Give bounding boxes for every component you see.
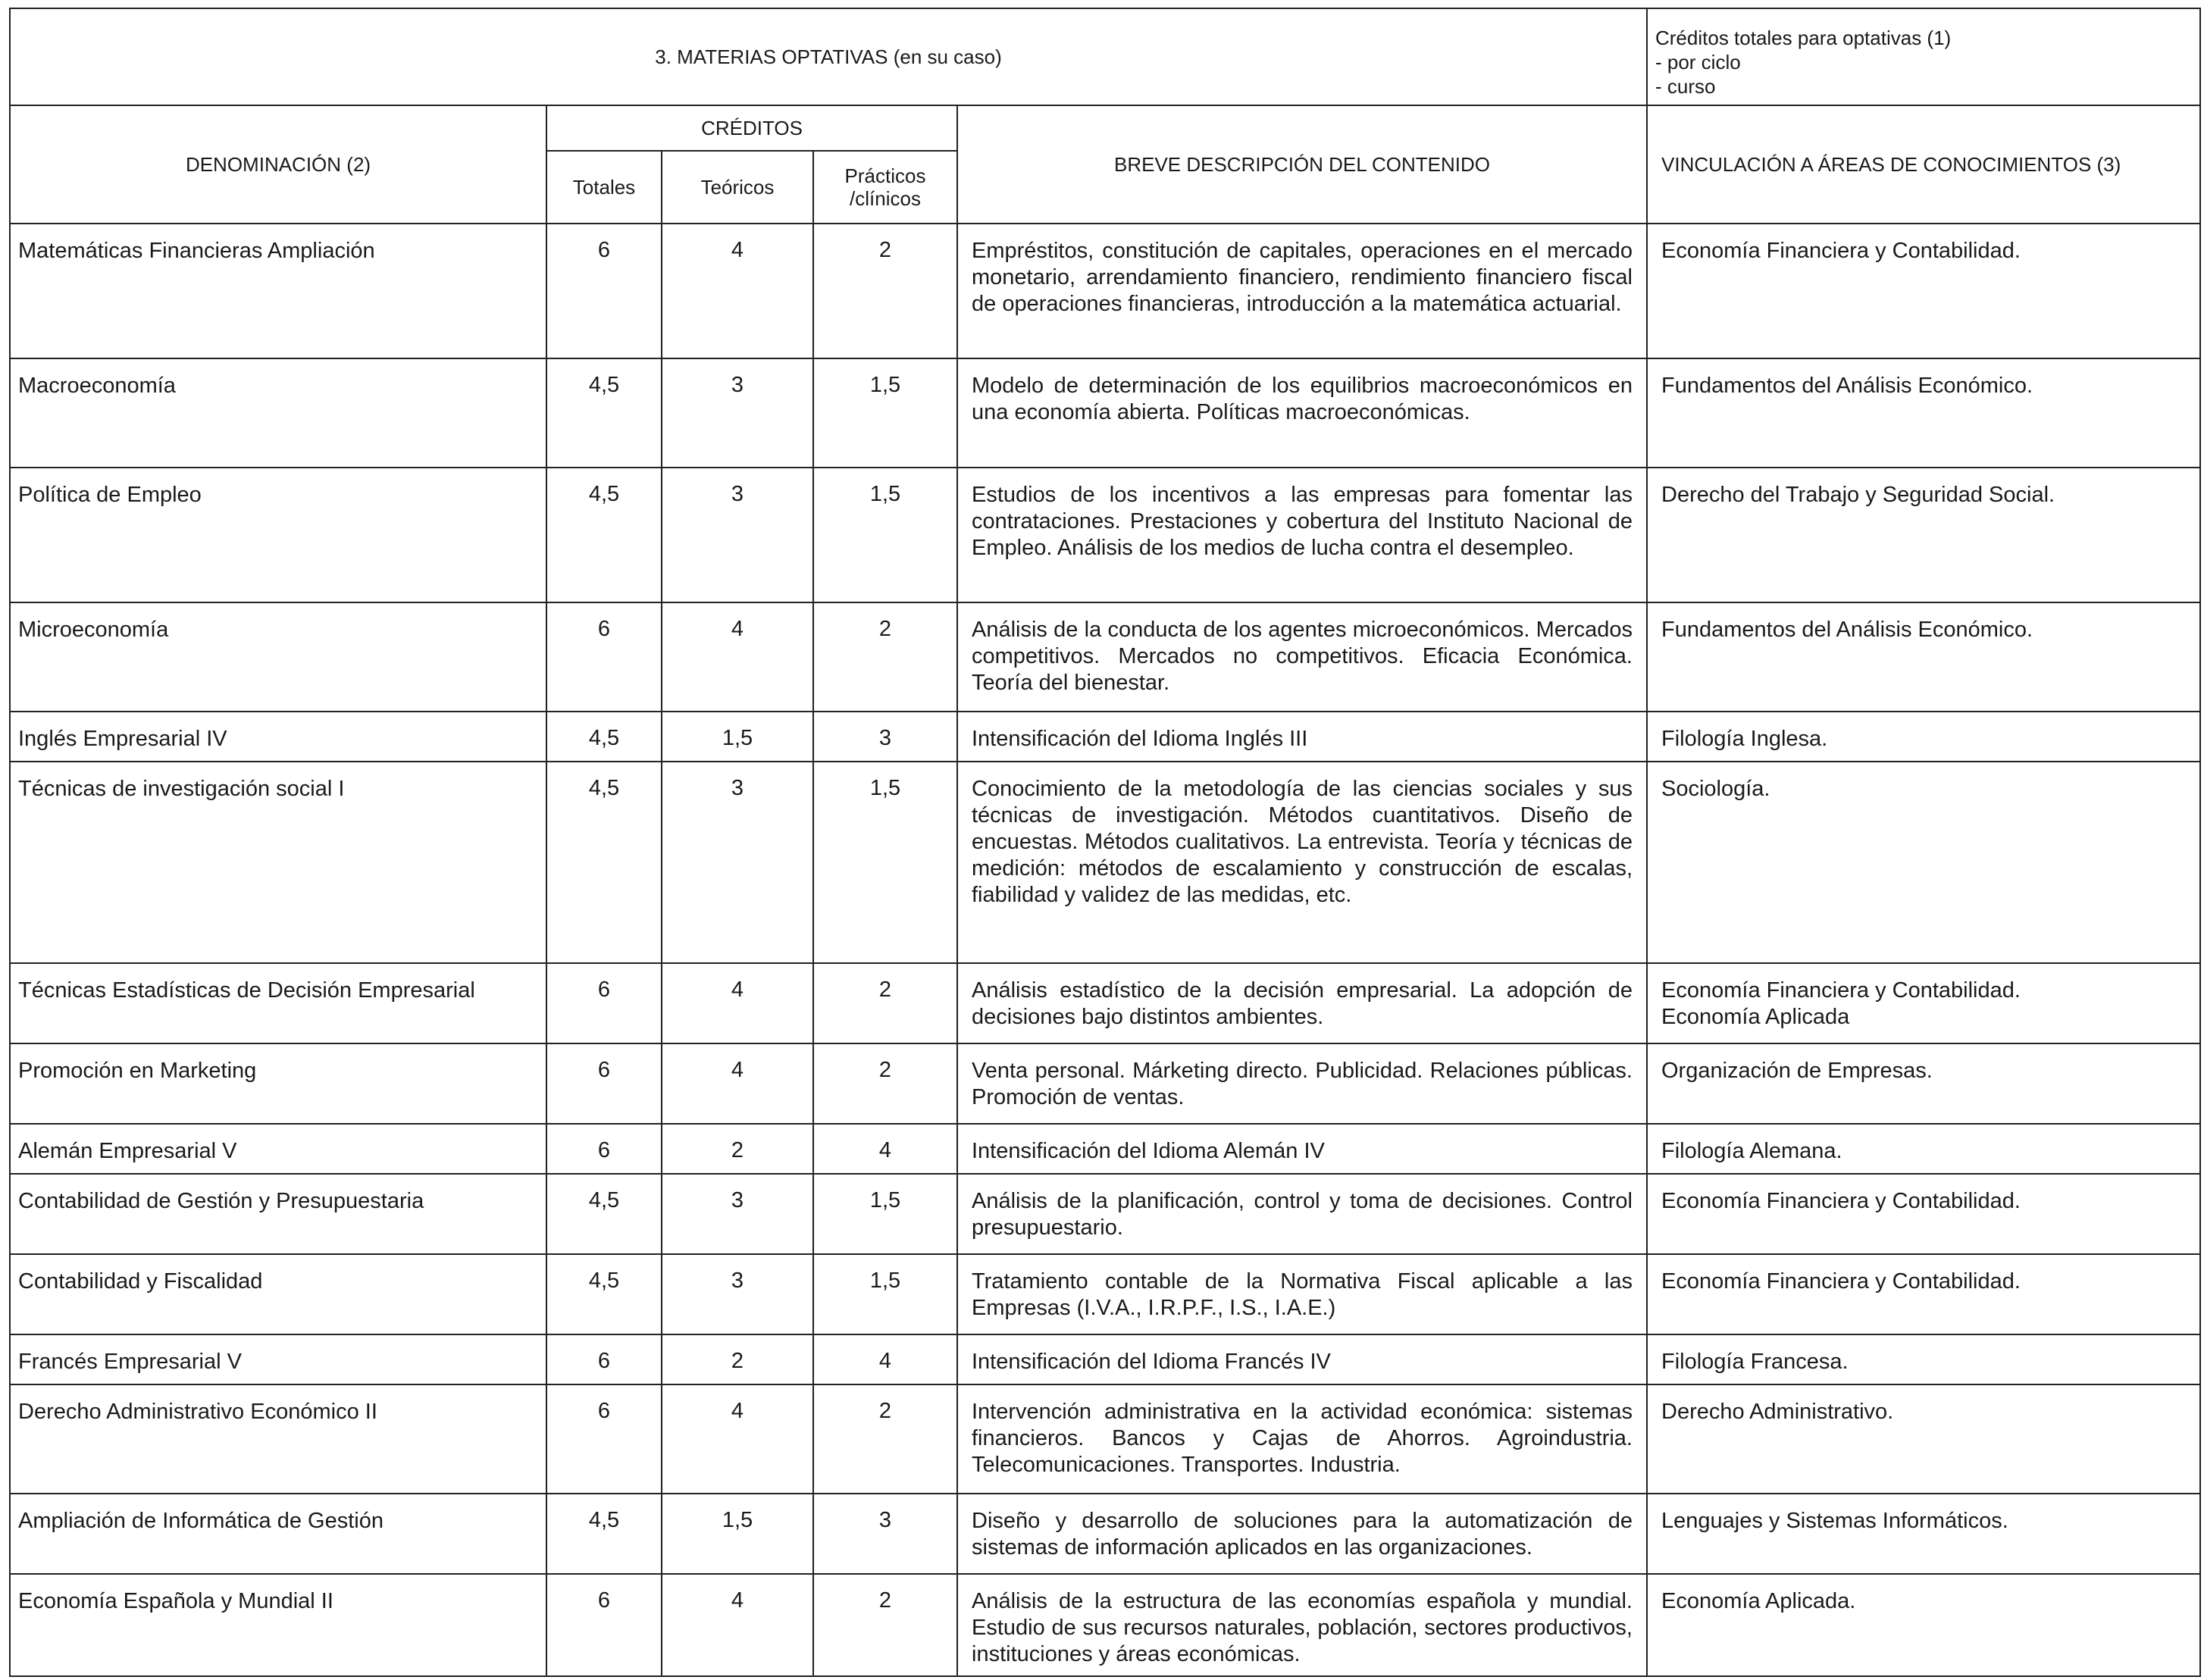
- knowledge-area: Filología Alemana.: [1647, 1124, 2200, 1174]
- knowledge-area: Sociología.: [1647, 762, 2200, 963]
- credits-teoricos: 3: [662, 1174, 813, 1254]
- subject-row: [10, 1384, 2200, 1494]
- col-denominacion-header: DENOMINACIÓN (2): [10, 105, 546, 224]
- credits-practicos: 2: [813, 1384, 957, 1494]
- credits-totales: 6: [546, 1574, 662, 1676]
- subject-name: Técnicas de investigación social I: [10, 762, 546, 963]
- content-description: Tratamiento contable de la Normativa Fiscal aplicable a las Empresas (I.V.A., I.R.P.F., I.S., I.A.E.): [957, 1254, 1647, 1334]
- credits-practicos: 3: [813, 1494, 957, 1574]
- content-description: Diseño y desarrollo de soluciones para la automatización de sistemas de información aplicados en las organizaciones.: [957, 1494, 1647, 1574]
- credits-teoricos: 3: [662, 468, 813, 602]
- col-practicos-line: Prácticos: [844, 164, 926, 187]
- credits-teoricos: 2: [662, 1124, 813, 1174]
- knowledge-area: Economía Financiera y Contabilidad.: [1647, 1254, 2200, 1334]
- subject-name: Matemáticas Financieras Ampliación: [10, 224, 546, 358]
- credits-totales: 6: [546, 1124, 662, 1174]
- subject-name: Promoción en Marketing: [10, 1043, 546, 1124]
- credits-box: [1647, 8, 2200, 105]
- credits-practicos: 2: [813, 1043, 957, 1124]
- content-description: Intervención administrativa en la actividad económica: sistemas financieros. Bancos y Cajas de Ahorros. Agroindustria. Telecomunicaciones. Transportes. Industria.: [957, 1384, 1647, 1494]
- credits-totales: 6: [546, 602, 662, 712]
- title-row: [10, 8, 2200, 105]
- knowledge-area: Lenguajes y Sistemas Informáticos.: [1647, 1494, 2200, 1574]
- knowledge-area: Filología Francesa.: [1647, 1334, 2200, 1384]
- content-description: Análisis de la planificación, control y toma de decisiones. Control presupuestario.: [957, 1174, 1647, 1254]
- knowledge-area: Economía Aplicada.: [1647, 1574, 2200, 1676]
- content-description: Empréstitos, constitución de capitales, operaciones en el mercado monetario, arrendamiento financiero, rendimiento financiero fiscal de operaciones financieras, introducción a la matemática actuarial.: [957, 224, 1647, 358]
- subject-name: Contabilidad de Gestión y Presupuestaria: [10, 1174, 546, 1254]
- knowledge-area: Derecho Administrativo.: [1647, 1384, 2200, 1494]
- content-description: Análisis de la estructura de las economías española y mundial. Estudio de sus recursos naturales, población, sectores productivos, instituciones y áreas económicas.: [957, 1574, 1647, 1676]
- credits-totales: 6: [546, 1334, 662, 1384]
- content-description: Venta personal. Márketing directo. Publicidad. Relaciones públicas. Promoción de ventas.: [957, 1043, 1647, 1124]
- subject-row: [10, 358, 2200, 468]
- subject-name: Alemán Empresarial V: [10, 1124, 546, 1174]
- subject-row: [10, 224, 2200, 358]
- subject-row: [10, 963, 2200, 1043]
- col-creditos-header: CRÉDITOS: [546, 105, 957, 151]
- credits-practicos: 2: [813, 224, 957, 358]
- subject-row: [10, 1124, 2200, 1174]
- subject-name: Derecho Administrativo Económico II: [10, 1384, 546, 1494]
- col-practicos-line: /clínicos: [850, 187, 921, 210]
- credits-practicos: 1,5: [813, 1254, 957, 1334]
- credits-totales: 4,5: [546, 1494, 662, 1574]
- credits-totales: 6: [546, 1043, 662, 1124]
- content-description: Modelo de determinación de los equilibrios macroeconómicos en una economía abierta. Políticas macroeconómicas.: [957, 358, 1647, 468]
- subject-name: Economía Española y Mundial II: [10, 1574, 546, 1676]
- credits-practicos: 2: [813, 1574, 957, 1676]
- col-totales-header: Totales: [546, 151, 662, 224]
- subject-row: [10, 762, 2200, 963]
- credits-practicos: 1,5: [813, 762, 957, 963]
- subject-name: Macroeconomía: [10, 358, 546, 468]
- optional-subjects-table: [9, 8, 2201, 1677]
- subject-name: Francés Empresarial V: [10, 1334, 546, 1384]
- content-description: Intensificación del Idioma Inglés III: [957, 712, 1647, 762]
- credits-practicos: 2: [813, 602, 957, 712]
- credits-teoricos: 3: [662, 762, 813, 963]
- subject-row: [10, 1494, 2200, 1574]
- credits-teoricos: 1,5: [662, 712, 813, 762]
- subject-row: [10, 1254, 2200, 1334]
- credits-totales: 4,5: [546, 358, 662, 468]
- knowledge-area: Derecho del Trabajo y Seguridad Social.: [1647, 468, 2200, 602]
- subject-name: Contabilidad y Fiscalidad: [10, 1254, 546, 1334]
- credits-box-line: - curso: [1655, 75, 1716, 98]
- subject-name: Inglés Empresarial IV: [10, 712, 546, 762]
- credits-practicos: 1,5: [813, 1174, 957, 1254]
- credits-totales: 4,5: [546, 1174, 662, 1254]
- credits-teoricos: 3: [662, 358, 813, 468]
- credits-practicos: 3: [813, 712, 957, 762]
- knowledge-area: Organización de Empresas.: [1647, 1043, 2200, 1124]
- credits-teoricos: 3: [662, 1254, 813, 1334]
- credits-box-line: Créditos totales para optativas (1): [1655, 27, 1952, 49]
- subject-name: Técnicas Estadísticas de Decisión Empresarial: [10, 963, 546, 1043]
- knowledge-area: Fundamentos del Análisis Económico.: [1647, 602, 2200, 712]
- knowledge-area: Fundamentos del Análisis Económico.: [1647, 358, 2200, 468]
- subject-name: Política de Empleo: [10, 468, 546, 602]
- subject-row: [10, 602, 2200, 712]
- credits-totales: 4,5: [546, 468, 662, 602]
- knowledge-area: Economía Financiera y Contabilidad.: [1647, 1174, 2200, 1254]
- knowledge-area: Filología Inglesa.: [1647, 712, 2200, 762]
- subject-name: Ampliación de Informática de Gestión: [10, 1494, 546, 1574]
- subject-row: [10, 468, 2200, 602]
- col-teoricos-header: Teóricos: [662, 151, 813, 224]
- subject-row: [10, 712, 2200, 762]
- col-descripcion-header: BREVE DESCRIPCIÓN DEL CONTENIDO: [957, 105, 1647, 224]
- credits-totales: 4,5: [546, 1254, 662, 1334]
- content-description: Intensificación del Idioma Francés IV: [957, 1334, 1647, 1384]
- subject-row: [10, 1574, 2200, 1676]
- credits-teoricos: 4: [662, 963, 813, 1043]
- credits-practicos: 1,5: [813, 358, 957, 468]
- content-description: Conocimiento de la metodología de las ciencias sociales y sus técnicas de investigación. Métodos cuantitativos. Diseño de encuestas. Métodos cualitativos. La entrevista. Teoría y técnicas de medición: métodos de escalamiento y construcción de escalas, fiabilidad y validez de las medidas, etc.: [957, 762, 1647, 963]
- credits-teoricos: 4: [662, 1384, 813, 1494]
- credits-practicos: 2: [813, 963, 957, 1043]
- credits-teoricos: 4: [662, 602, 813, 712]
- content-description: Análisis estadístico de la decisión empresarial. La adopción de decisiones bajo distintos ambientes.: [957, 963, 1647, 1043]
- credits-box-line: - por ciclo: [1655, 51, 1741, 74]
- subject-row: [10, 1334, 2200, 1384]
- col-practicos-header: [813, 151, 957, 224]
- subject-name: Microeconomía: [10, 602, 546, 712]
- credits-practicos: 4: [813, 1334, 957, 1384]
- credits-totales: 4,5: [546, 762, 662, 963]
- knowledge-area: Economía Financiera y Contabilidad.: [1647, 224, 2200, 358]
- content-description: Estudios de los incentivos a las empresas para fomentar las contrataciones. Prestaciones y cobertura del Instituto Nacional de Empleo. Análisis de los medios de lucha contra el desempleo.: [957, 468, 1647, 602]
- credits-teoricos: 4: [662, 224, 813, 358]
- credits-totales: 6: [546, 963, 662, 1043]
- credits-teoricos: 1,5: [662, 1494, 813, 1574]
- credits-practicos: 1,5: [813, 468, 957, 602]
- header-row-1: [10, 105, 2200, 151]
- credits-teoricos: 4: [662, 1043, 813, 1124]
- credits-teoricos: 4: [662, 1574, 813, 1676]
- content-description: Intensificación del Idioma Alemán IV: [957, 1124, 1647, 1174]
- knowledge-area: Economía Financiera y Contabilidad. Economía Aplicada: [1647, 963, 2200, 1043]
- credits-teoricos: 2: [662, 1334, 813, 1384]
- subject-row: [10, 1174, 2200, 1254]
- credits-totales: 6: [546, 224, 662, 358]
- col-vinculacion-header: VINCULACIÓN A ÁREAS DE CONOCIMIENTOS (3): [1647, 105, 2200, 224]
- credits-practicos: 4: [813, 1124, 957, 1174]
- credits-totales: 6: [546, 1384, 662, 1494]
- subject-row: [10, 1043, 2200, 1124]
- section-title: 3. MATERIAS OPTATIVAS (en su caso): [10, 8, 1647, 105]
- credits-totales: 4,5: [546, 712, 662, 762]
- content-description: Análisis de la conducta de los agentes microeconómicos. Mercados competitivos. Mercados no competitivos. Eficacia Económica. Teoría del bienestar.: [957, 602, 1647, 712]
